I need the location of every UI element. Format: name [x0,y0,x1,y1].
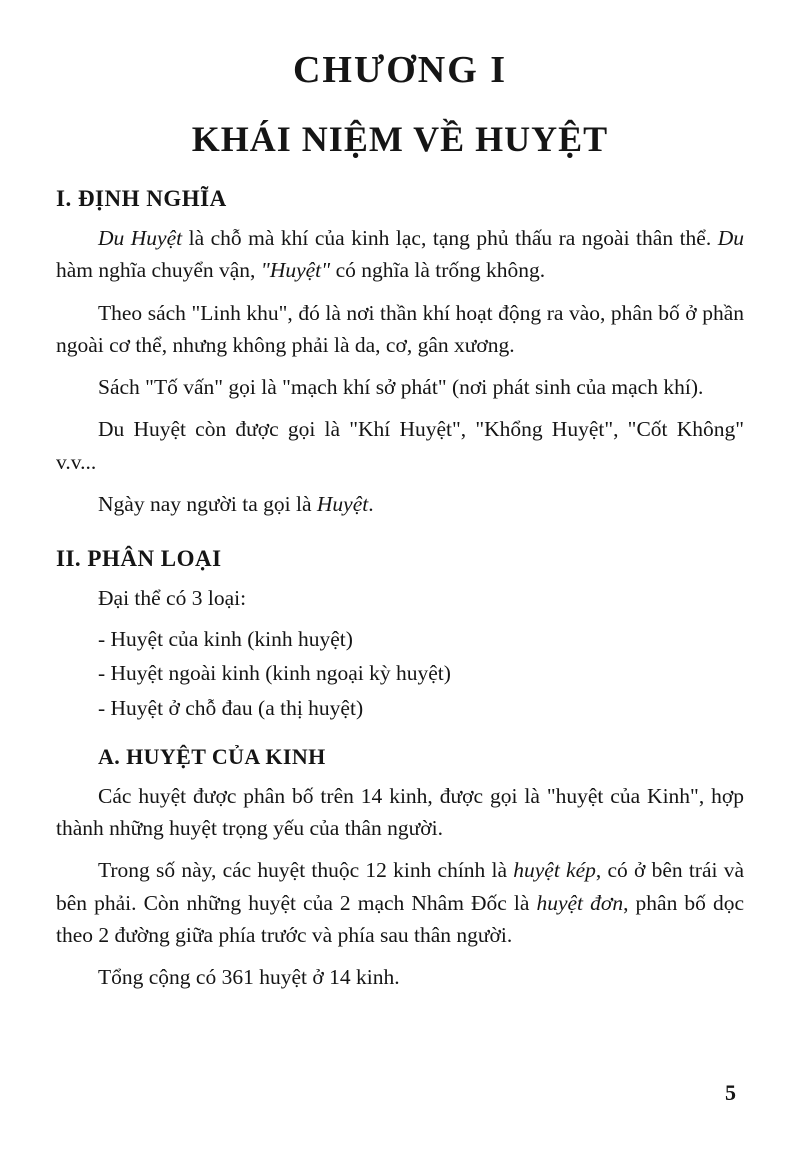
text-run: Ngày nay người ta gọi là [98,491,317,516]
list-item-kinh-huyet: - Huyệt của kinh (kinh huyệt) [98,627,353,652]
text-run: , phân bố dọc theo 2 đường giữa phía trước và phía sau thân người. [56,890,744,947]
text-run: có nghĩa là trống không. [330,258,546,283]
text-run: , có ở bên trái và bên phải. Còn những huyệt của 2 mạch Nhâm Đốc là [56,858,744,915]
section-heading-classification: II. PHÂN LOẠI [56,546,222,571]
text-run: hàm nghĩa chuyển vận, [56,258,261,283]
paragraph-classification-1: Các huyệt được phân bố trên 14 kinh, được gọi là "huyệt của Kinh", hợp thành những huyệt trọng yếu của thân người. [56,783,744,841]
chapter-title-block [56,48,744,160]
italic-term: huyệt đơn [536,890,624,915]
italic-term: "Huyệt" [260,258,331,283]
paragraph-definition-1 [56,222,744,287]
italic-term: Du Huyệt [98,226,183,250]
italic-term: Huyệt [316,491,369,516]
list-item-ngoai-kinh: - Huyệt ngoài kinh (kinh ngoại kỳ huyệt) [98,661,451,686]
paragraph-definition-4: Du Huyệt còn được gọi là "Khí Huyệt", "Khổng Huyệt", "Cốt Không" v.v... [56,417,744,474]
paragraph-classification-3: Tổng cộng có 361 huyệt ở 14 kinh. [98,965,400,990]
paragraph-definition-2: Theo sách "Linh khu", đó là nơi thần khí hoạt động ra vào, phân bố ở phần ngoài cơ thể, nhưng không phải là da, cơ, gân xương. [56,300,744,357]
italic-term: Du [717,226,744,250]
section-classification [56,546,744,993]
paragraph-definition-3: Sách "Tố vấn" gọi là "mạch khí sở phát" (nơi phát sinh của mạch khí). [98,375,704,399]
section-definition [56,186,744,520]
text-run: . [368,491,374,516]
page-number: 5 [725,1080,736,1105]
subsection-heading-huyet-cua-kinh: A. HUYỆT CỦA KINH [98,743,326,769]
paragraph-classification-intro: Đại thể có 3 loại: [98,586,247,610]
text-run: là chỗ mà khí của kinh lạc, tạng phủ thấu ra ngoài thân thể. [182,226,718,250]
paragraph-definition-5 [56,488,744,520]
chapter-number-heading: CHƯƠNG I [292,49,508,91]
italic-term: huyệt kép [513,858,596,883]
section-heading-definition: I. ĐỊNH NGHĨA [56,186,227,211]
paragraph-classification-2 [56,854,744,951]
chapter-title-heading: KHÁI NIỆM VỀ HUYỆT [191,119,609,159]
text-run: Trong số này, các huyệt thuộc 12 kinh chính là [98,858,514,883]
list-item-a-thi-huyet: - Huyệt ở chỗ đau (a thị huyệt) [98,695,364,720]
